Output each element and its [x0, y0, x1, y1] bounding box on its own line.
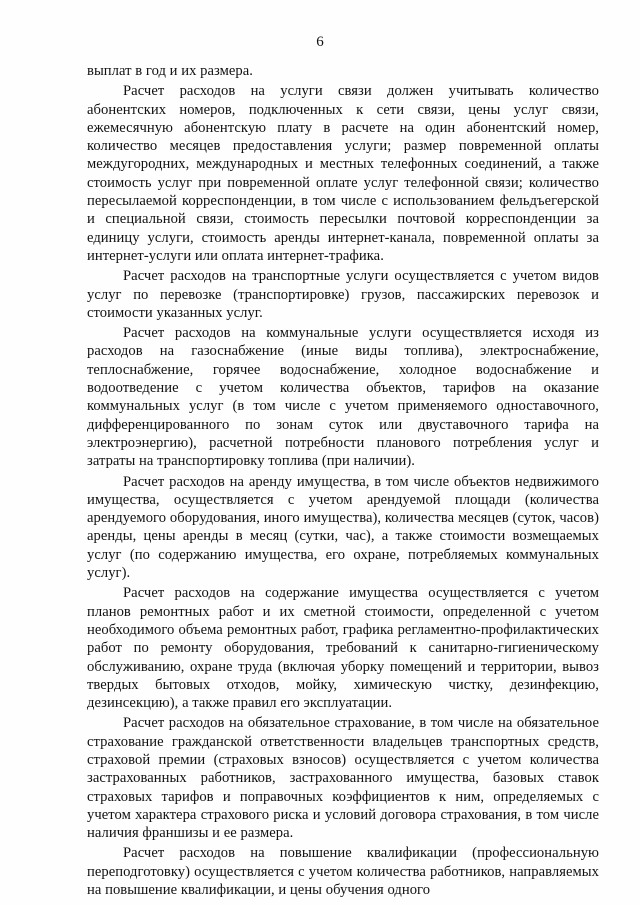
paragraph-utility-costs: Расчет расходов на коммунальные услуги осуществляется исходя из расходов на газоснабжение (иные виды топлива), электроснабжение, теплоснабжение, горячее водоснабжение, холодное водоснабжение и водоотведение с учетом количества объектов, тарифов на оказание коммунальных услуг (в том числе с учетом применяемого одноставочного, дифференцированного по зонам суток или двуставочного тарифа на электроэнергию), расчетной потребности планового потребления услуг и затраты на транспортировку топлива (при наличии). — [87, 325, 599, 470]
document-body — [87, 62, 599, 901]
paragraph-insurance-costs: Расчет расходов на обязательное страхование, в том числе на обязательное страхование гражданской ответственности владельцев транспортных средств, страховой премии (страховых взносов) осуществляется с учетом количества застрахованных работников, застрахованного имущества, базовых ставок страховых тарифов и поправочных коэффициентов к ним, определяемых с учетом характера страхового риска и условий договора страхования, в том числе наличия франшизы и ее размера. — [87, 715, 599, 842]
paragraph-communication-costs: Расчет расходов на услуги связи должен учитывать количество абонентских номеров, подключенных к сети связи, цены услуг связи, ежемесячную абонентскую плату в расчете на один абонентский номер, количество месяцев предоставления услуги; размер повременной оплаты междугородних, международных и местных телефонных соединений, а также стоимость услуг при повременной оплате услуг телефонной связи; количество пересылаемой корреспонденции, в том числе с использованием фельдъегерской и специальной связи, стоимость пересылки почтовой корреспонденции за единицу услуги, стоимость аренды интернет-канала, повременной оплаты за интернет-услуги или оплата интернет-трафика. — [87, 83, 599, 264]
paragraph-maintenance-costs: Расчет расходов на содержание имущества осуществляется с учетом планов ремонтных работ и их сметной стоимости, определенной с учетом необходимого объема ремонтных работ, графика регламентно-профилактических работ по ремонту оборудования, требований к санитарно-гигиеническому обслуживанию, охране труда (включая уборку помещений и территории, вывоз твердых бытовых отходов, мойку, химическую чистку, дезинфекцию, дезинсекцию), а также правил его эксплуатации. — [87, 585, 599, 712]
page-number: 6 — [316, 34, 324, 50]
paragraph-transport-costs: Расчет расходов на транспортные услуги осуществляется с учетом видов услуг по перевозке (транспортировке) грузов, пассажирских перевозок и стоимости указанных услуг. — [87, 268, 599, 321]
paragraph-training-costs: Расчет расходов на повышение квалификации (профессиональную переподготовку) осуществляется с учетом количества работников, направляемых на повышение квалификации, и цены обучения одного — [87, 845, 599, 899]
paragraph-continuation: выплат в год и их размера. — [87, 63, 254, 79]
paragraph-rent-costs: Расчет расходов на аренду имущества, в том числе объектов недвижимого имущества, осуществляется с учетом арендуемой площади (количества арендуемого оборудования, иного имущества), количества месяцев (суток, часов) аренды, цены аренды в месяц (сутки, час), а также стоимости возмещаемых услуг (по содержанию имущества, его охране, потребляемых коммунальных услуг). — [87, 473, 599, 582]
